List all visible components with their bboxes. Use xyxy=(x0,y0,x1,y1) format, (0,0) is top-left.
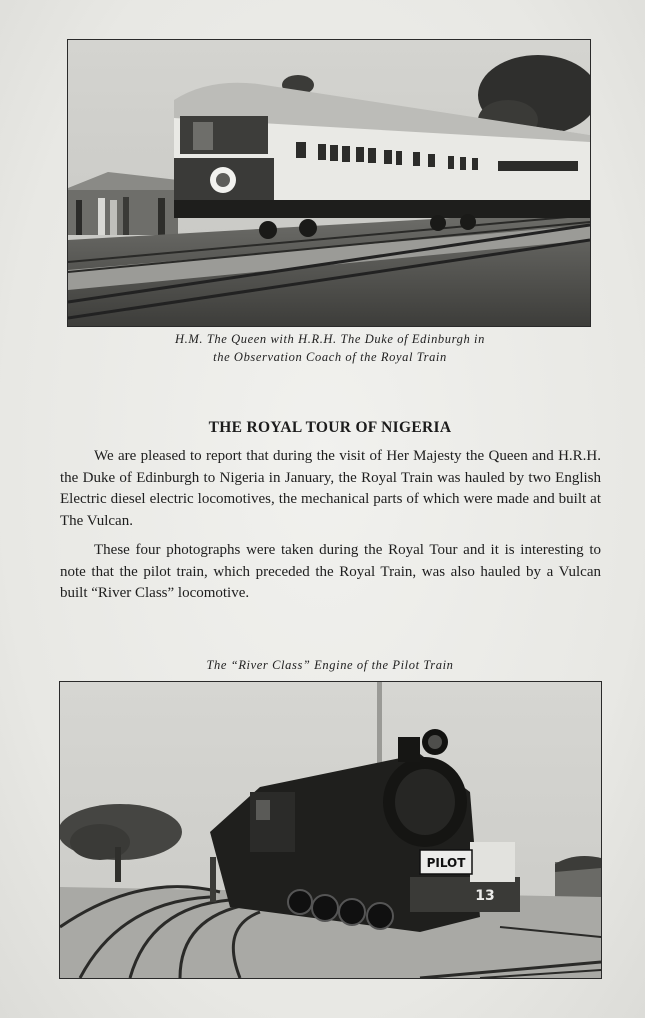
royal-train-observation-coach-photo xyxy=(67,39,591,327)
river-class-locomotive-photo xyxy=(59,681,602,979)
top-photo-caption xyxy=(100,330,560,366)
engine-number-text: 13 xyxy=(475,888,495,904)
article-title: THE ROYAL TOUR OF NIGERIA xyxy=(208,419,452,436)
article-paragraph-2: These four photographs were taken during the Royal Tour and it is interesting to note that the pilot train, which preceded the Royal Train, was also hauled by a Vulcan built “River Class” locomotive. xyxy=(60,542,601,601)
article-paragraph-1: We are pleased to report that during the visit of Her Majesty the Queen and H.R.H. the Duke of Edinburgh to Nigeria in January, the Royal Train was hauled by two English Electric diesel electric locomotives, the mechanical parts of which were made and built at The Vulcan. xyxy=(60,448,601,529)
caption-line-2: the Observation Coach of the Royal Train xyxy=(213,350,447,364)
bottom-photo-caption: The “River Class” Engine of the Pilot Train xyxy=(206,658,454,672)
pilot-headboard-text: PILOT xyxy=(426,856,466,870)
caption-line-1: H.M. The Queen with H.R.H. The Duke of Edinburgh in xyxy=(175,332,485,346)
